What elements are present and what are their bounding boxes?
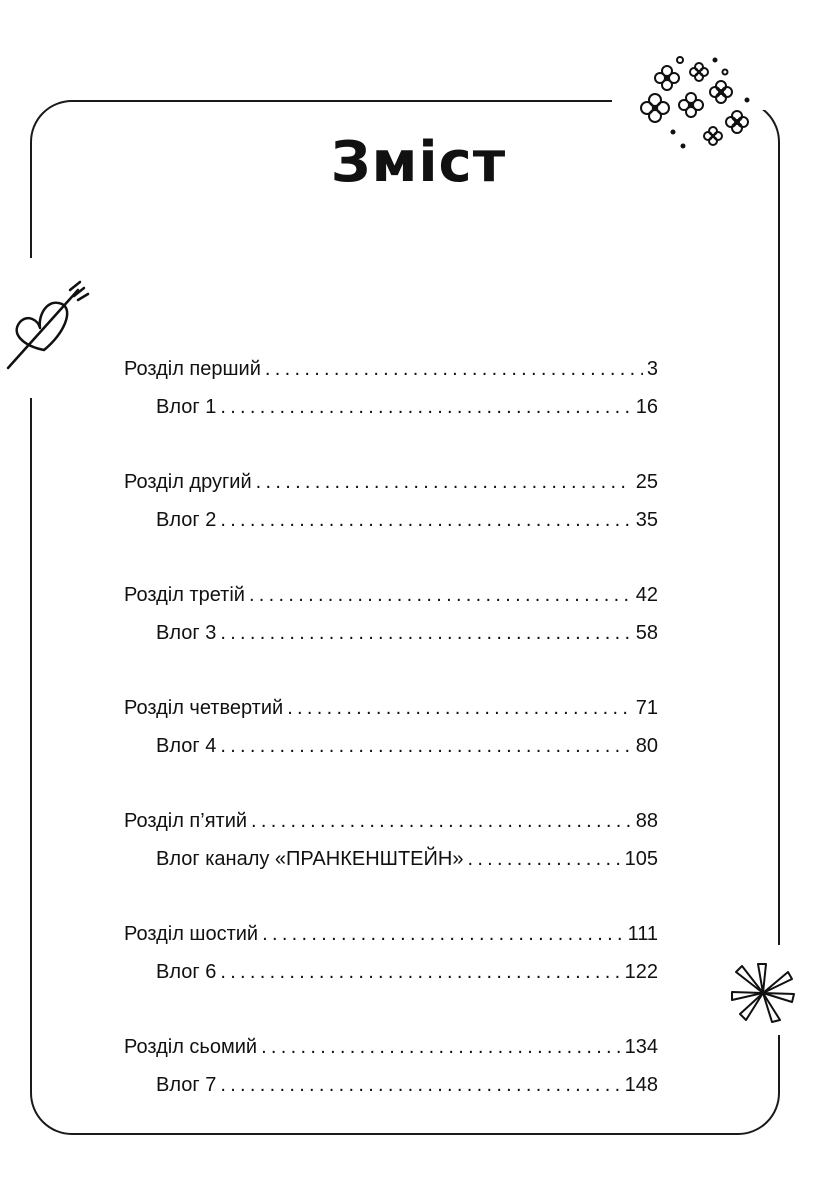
toc-entry-vlog[interactable] (124, 388, 658, 426)
toc-page: 105 (624, 848, 658, 870)
toc-entry-chapter[interactable] (124, 1028, 658, 1066)
toc-label: Розділ п’ятий (124, 810, 248, 832)
toc-page: 16 (635, 396, 658, 418)
toc-label: Розділ четвертий (124, 697, 284, 719)
toc-page: 148 (624, 1074, 658, 1096)
toc-entry-chapter[interactable] (124, 350, 658, 388)
toc-leader (220, 388, 631, 426)
toc-page: 25 (635, 471, 658, 493)
toc-label: Влог 2 (156, 509, 217, 531)
toc-entry-vlog[interactable] (124, 614, 658, 652)
toc-page: 35 (635, 509, 658, 531)
toc-entry-chapter[interactable] (124, 915, 658, 953)
toc-leader (220, 1066, 620, 1104)
toc-label: Розділ другий (124, 471, 252, 493)
toc-entry-vlog[interactable] (124, 953, 658, 991)
toc-leader (287, 689, 632, 727)
toc-leader (261, 1028, 621, 1066)
heart-arrow-icon (4, 268, 94, 383)
toc-entry-vlog[interactable] (124, 727, 658, 765)
toc-entry-chapter[interactable] (124, 689, 658, 727)
toc-page: 58 (635, 622, 658, 644)
star-flower-icon (728, 958, 798, 1028)
toc-label: Влог 6 (156, 961, 217, 983)
toc-leader (265, 350, 643, 388)
toc-page: 111 (627, 923, 658, 945)
toc-leader (251, 802, 632, 840)
toc-label: Влог 3 (156, 622, 217, 644)
toc-label: Розділ шостий (124, 923, 259, 945)
toc-entry-chapter[interactable] (124, 802, 658, 840)
table-of-contents (124, 350, 658, 1104)
toc-label: Розділ третій (124, 584, 245, 606)
toc-label: Влог 7 (156, 1074, 217, 1096)
toc-leader (262, 915, 623, 953)
toc-leader (256, 463, 632, 501)
toc-page: 3 (646, 358, 658, 380)
toc-label: Влог 4 (156, 735, 217, 757)
toc-page: 42 (635, 584, 658, 606)
toc-page: 122 (624, 961, 658, 983)
toc-page: 88 (635, 810, 658, 832)
toc-label: Розділ сьомий (124, 1036, 258, 1058)
toc-entry-chapter[interactable] (124, 576, 658, 614)
toc-leader (220, 953, 620, 991)
toc-leader (249, 576, 632, 614)
toc-page: 80 (635, 735, 658, 757)
toc-leader (220, 614, 631, 652)
page-title: Зміст (330, 130, 507, 195)
toc-page: 71 (635, 697, 658, 719)
toc-label: Влог 1 (156, 396, 217, 418)
toc-label: Розділ перший (124, 358, 261, 380)
toc-entry-vlog[interactable] (124, 840, 658, 878)
toc-leader (220, 727, 631, 765)
toc-entry-vlog[interactable] (124, 1066, 658, 1104)
toc-entry-chapter[interactable] (124, 463, 658, 501)
toc-leader (467, 840, 620, 878)
toc-label: Влог каналу «ПРАНКЕНШТЕЙН» (156, 848, 464, 870)
toc-entry-vlog[interactable] (124, 501, 658, 539)
toc-leader (220, 501, 631, 539)
toc-page: 134 (624, 1036, 658, 1058)
